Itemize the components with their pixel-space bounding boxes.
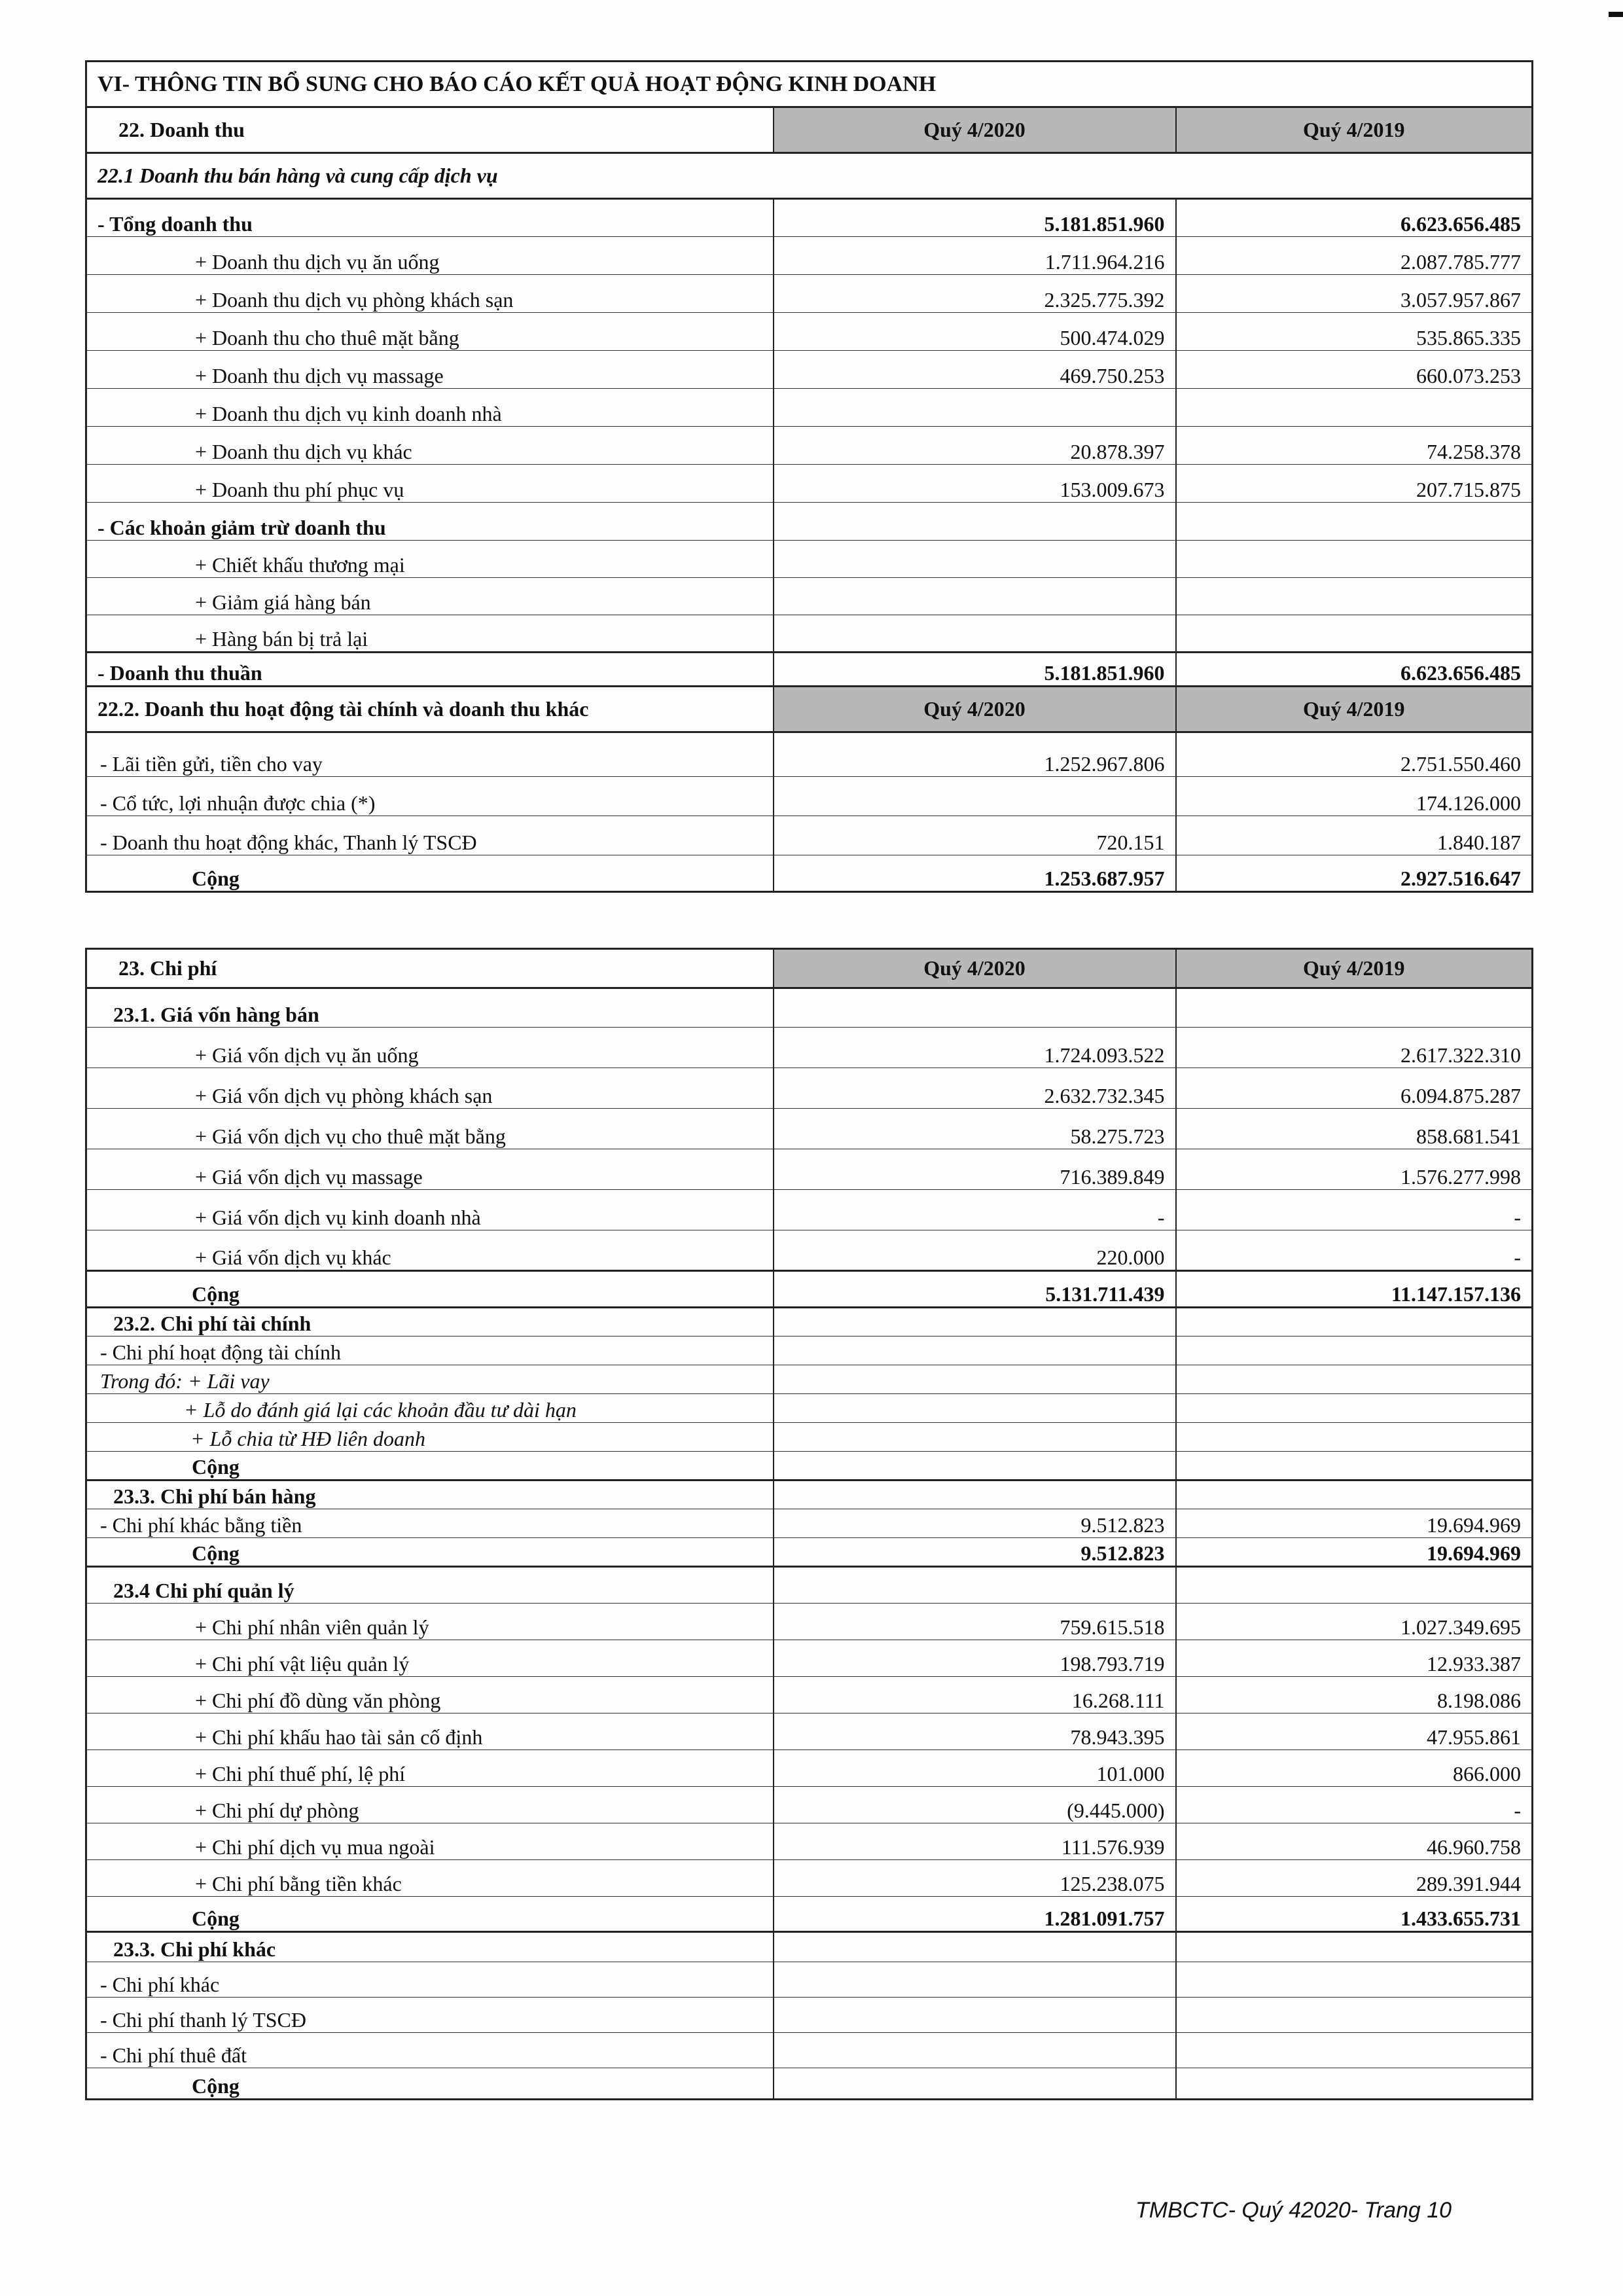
value-q2020: 5.181.851.960 — [774, 199, 1176, 237]
value-q2020 — [774, 578, 1176, 615]
row-label: + Doanh thu dịch vụ phòng khách sạn — [86, 275, 774, 313]
row-label: Cộng — [86, 2068, 774, 2100]
value-q2020: 58.275.723 — [774, 1109, 1176, 1149]
value-q2020 — [774, 1998, 1176, 2033]
admin-total-row — [86, 1897, 1533, 1932]
value-q2020 — [774, 389, 1176, 427]
row-label: + Chi phí khấu hao tài sản cố định — [86, 1713, 774, 1750]
value-q2020: 5.181.851.960 — [774, 653, 1176, 687]
row-label: + Giá vốn dịch vụ massage — [86, 1149, 774, 1190]
row-label: Cộng — [86, 1271, 774, 1308]
table-row — [86, 1962, 1533, 1998]
table-row — [86, 1787, 1533, 1823]
value-q2019: 2.087.785.777 — [1176, 237, 1533, 275]
value-q2019 — [1176, 389, 1533, 427]
value-q2019 — [1176, 1962, 1533, 1998]
value-q2020: 9.512.823 — [774, 1538, 1176, 1567]
row-label: + Chi phí dự phòng — [86, 1787, 774, 1823]
row-label: - Chi phí hoạt động tài chính — [86, 1336, 774, 1365]
value-q2019: - — [1176, 1190, 1533, 1230]
col-q2020-header: Quý 4/2020 — [774, 949, 1176, 988]
value-q2020: 500.474.029 — [774, 313, 1176, 351]
value-q2020: 720.151 — [774, 816, 1176, 855]
value-q2019: 858.681.541 — [1176, 1109, 1533, 1149]
table-row — [86, 1860, 1533, 1897]
row-label: + Doanh thu dịch vụ khác — [86, 427, 774, 465]
row-label: + Lỗ do đánh giá lại các khoản đầu tư dài hạn — [86, 1394, 774, 1423]
table-row — [86, 1640, 1533, 1677]
fin-expense-total-row — [86, 1452, 1533, 1480]
sell-title-row — [86, 1480, 1533, 1509]
value-q2019: 19.694.969 — [1176, 1509, 1533, 1538]
section-subtitle: 23.1. Giá vốn hàng bán — [86, 988, 774, 1028]
value-q2020 — [774, 615, 1176, 653]
value-q2019 — [1176, 1423, 1533, 1452]
value-q2019: 11.147.157.136 — [1176, 1271, 1533, 1308]
value-q2019 — [1176, 1308, 1533, 1336]
cogs-title-row — [86, 988, 1533, 1028]
row-label: - Lãi tiền gửi, tiền cho vay — [86, 732, 774, 777]
table-row — [86, 465, 1533, 503]
value-q2019: 6.094.875.287 — [1176, 1068, 1533, 1109]
row-label: + Doanh thu dịch vụ ăn uống — [86, 237, 774, 275]
table-row — [86, 1998, 1533, 2033]
table-row — [86, 1423, 1533, 1452]
row-label: + Giá vốn dịch vụ cho thuê mặt bằng — [86, 1109, 774, 1149]
row-label: + Giá vốn dịch vụ ăn uống — [86, 1028, 774, 1068]
admin-title-row — [86, 1567, 1533, 1604]
row-label: Cộng — [86, 855, 774, 892]
row-label: + Chi phí nhân viên quản lý — [86, 1604, 774, 1640]
table-row — [86, 1028, 1533, 1068]
value-q2019: 2.617.322.310 — [1176, 1028, 1533, 1068]
value-q2019: 8.198.086 — [1176, 1677, 1533, 1713]
revenue-heading: 22. Doanh thu — [86, 107, 774, 153]
row-label: + Chi phí vật liệu quản lý — [86, 1640, 774, 1677]
table-row — [86, 1509, 1533, 1538]
value-q2020: 153.009.673 — [774, 465, 1176, 503]
table-row — [86, 1109, 1533, 1149]
value-q2019 — [1176, 578, 1533, 615]
value-q2019 — [1176, 615, 1533, 653]
fin-expense-title-row — [86, 1308, 1533, 1336]
value-q2019 — [1176, 1365, 1533, 1394]
table-row — [86, 1394, 1533, 1423]
row-label: Cộng — [86, 1897, 774, 1932]
section-subtitle: 23.3. Chi phí bán hàng — [86, 1480, 774, 1509]
row-label: - Doanh thu thuần — [86, 653, 774, 687]
value-q2020: 20.878.397 — [774, 427, 1176, 465]
row-label: - Chi phí khác — [86, 1962, 774, 1998]
row-label: + Giảm giá hàng bán — [86, 578, 774, 615]
row-label: - Các khoản giảm trừ doanh thu — [86, 503, 774, 541]
value-q2020 — [774, 1336, 1176, 1365]
value-q2020 — [774, 541, 1176, 578]
value-q2020: 5.131.711.439 — [774, 1271, 1176, 1308]
table-row — [86, 732, 1533, 777]
value-q2020: 101.000 — [774, 1750, 1176, 1787]
value-q2020 — [774, 988, 1176, 1028]
row-label: + Chi phí dịch vụ mua ngoài — [86, 1823, 774, 1860]
value-q2020: 111.576.939 — [774, 1823, 1176, 1860]
value-q2020: 1.252.967.806 — [774, 732, 1176, 777]
value-q2019: - — [1176, 1787, 1533, 1823]
row-label: - Chi phí thanh lý TSCĐ — [86, 1998, 774, 2033]
value-q2019 — [1176, 1452, 1533, 1480]
value-q2019 — [1176, 1394, 1533, 1423]
scan-mark — [1609, 12, 1623, 17]
value-q2019: - — [1176, 1230, 1533, 1271]
value-q2020 — [774, 1452, 1176, 1480]
row-label: + Chi phí đồ dùng văn phòng — [86, 1677, 774, 1713]
row-label: + Chi phí bằng tiền khác — [86, 1860, 774, 1897]
value-q2020: 125.238.075 — [774, 1860, 1176, 1897]
value-q2019 — [1176, 2068, 1533, 2100]
col-q2020-header: Quý 4/2020 — [774, 107, 1176, 153]
table-row — [86, 1365, 1533, 1394]
value-q2020: 2.325.775.392 — [774, 275, 1176, 313]
section-subtitle: 23.2. Chi phí tài chính — [86, 1308, 774, 1336]
page-footer: TMBCTC- Quý 42020- Trang 10 — [1135, 2198, 1452, 2223]
value-q2019: 2.751.550.460 — [1176, 732, 1533, 777]
sell-total-row — [86, 1538, 1533, 1567]
value-q2020: 1.253.687.957 — [774, 855, 1176, 892]
table-row — [86, 1230, 1533, 1271]
cogs-total-row — [86, 1271, 1533, 1308]
value-q2020: 1.281.091.757 — [774, 1897, 1176, 1932]
value-q2019 — [1176, 1336, 1533, 1365]
value-q2020 — [774, 1932, 1176, 1962]
value-q2020: - — [774, 1190, 1176, 1230]
row-label: Cộng — [86, 1538, 774, 1567]
revenue-sub2-title: 22.2. Doanh thu hoạt động tài chính và doanh thu khác — [86, 687, 774, 732]
table-row — [86, 237, 1533, 275]
row-label: + Doanh thu dịch vụ kinh doanh nhà — [86, 389, 774, 427]
value-q2019: 1.433.655.731 — [1176, 1897, 1533, 1932]
value-q2019: 660.073.253 — [1176, 351, 1533, 389]
value-q2019: 207.715.875 — [1176, 465, 1533, 503]
value-q2019 — [1176, 1567, 1533, 1604]
row-label: + Doanh thu dịch vụ massage — [86, 351, 774, 389]
table-row — [86, 2033, 1533, 2068]
value-q2020: 9.512.823 — [774, 1509, 1176, 1538]
row-label: + Giá vốn dịch vụ kinh doanh nhà — [86, 1190, 774, 1230]
table-row — [86, 275, 1533, 313]
other-title-row — [86, 1932, 1533, 1962]
row-label: + Chiết khấu thương mại — [86, 541, 774, 578]
row-label: + Lỗ chia từ HĐ liên doanh — [86, 1423, 774, 1452]
row-label: - Doanh thu hoạt động khác, Thanh lý TSCĐ — [86, 816, 774, 855]
value-q2020: 78.943.395 — [774, 1713, 1176, 1750]
value-q2020 — [774, 503, 1176, 541]
table-row — [86, 541, 1533, 578]
deductions-row — [86, 503, 1533, 541]
table-row — [86, 427, 1533, 465]
value-q2020: 469.750.253 — [774, 351, 1176, 389]
row-label: - Chi phí khác bằng tiền — [86, 1509, 774, 1538]
table-row — [86, 1750, 1533, 1787]
value-q2020: 16.268.111 — [774, 1677, 1176, 1713]
value-q2019: 12.933.387 — [1176, 1640, 1533, 1677]
table-row — [86, 1149, 1533, 1190]
revenue-table — [85, 60, 1533, 893]
value-q2019 — [1176, 541, 1533, 578]
value-q2020: 716.389.849 — [774, 1149, 1176, 1190]
value-q2019: 866.000 — [1176, 1750, 1533, 1787]
row-label: + Giá vốn dịch vụ khác — [86, 1230, 774, 1271]
row-label: - Chi phí thuê đất — [86, 2033, 774, 2068]
value-q2020 — [774, 1480, 1176, 1509]
table-row — [86, 1190, 1533, 1230]
col-q2019-header: Quý 4/2019 — [1176, 687, 1533, 732]
value-q2019: 6.623.656.485 — [1176, 653, 1533, 687]
value-q2019 — [1176, 1932, 1533, 1962]
value-q2020: 2.632.732.345 — [774, 1068, 1176, 1109]
value-q2019: 3.057.957.867 — [1176, 275, 1533, 313]
value-q2019: 47.955.861 — [1176, 1713, 1533, 1750]
fin-revenue-total-row — [86, 855, 1533, 892]
value-q2020 — [774, 2068, 1176, 2100]
section-title: VI- THÔNG TIN BỔ SUNG CHO BÁO CÁO KẾT QUẢ HOẠT ĐỘNG KINH DOANH — [86, 62, 1533, 107]
table-row — [86, 1677, 1533, 1713]
value-q2020 — [774, 1567, 1176, 1604]
value-q2019: 1.840.187 — [1176, 816, 1533, 855]
value-q2020: 759.615.518 — [774, 1604, 1176, 1640]
value-q2020 — [774, 2033, 1176, 2068]
value-q2020: 1.724.093.522 — [774, 1028, 1176, 1068]
table-row — [86, 389, 1533, 427]
table-row — [86, 313, 1533, 351]
value-q2019: 535.865.335 — [1176, 313, 1533, 351]
row-label: - Tổng doanh thu — [86, 199, 774, 237]
value-q2019: 174.126.000 — [1176, 777, 1533, 816]
table-row — [86, 1713, 1533, 1750]
value-q2019: 289.391.944 — [1176, 1860, 1533, 1897]
value-q2020 — [774, 1365, 1176, 1394]
value-q2019: 1.027.349.695 — [1176, 1604, 1533, 1640]
value-q2019 — [1176, 2033, 1533, 2068]
table-row — [86, 1068, 1533, 1109]
table-row — [86, 615, 1533, 653]
value-q2020 — [774, 777, 1176, 816]
row-label: + Hàng bán bị trả lại — [86, 615, 774, 653]
col-q2019-header: Quý 4/2019 — [1176, 107, 1533, 153]
table-row — [86, 777, 1533, 816]
section-subtitle: 23.4 Chi phí quản lý — [86, 1567, 774, 1604]
value-q2019 — [1176, 503, 1533, 541]
col-q2019-header: Quý 4/2019 — [1176, 949, 1533, 988]
row-label: + Doanh thu cho thuê mặt bằng — [86, 313, 774, 351]
value-q2019 — [1176, 1998, 1533, 2033]
expense-heading: 23. Chi phí — [86, 949, 774, 988]
table-row — [86, 1604, 1533, 1640]
row-label: - Cổ tức, lợi nhuận được chia (*) — [86, 777, 774, 816]
col-q2020-header: Quý 4/2020 — [774, 687, 1176, 732]
total-revenue-row — [86, 199, 1533, 237]
value-q2020: (9.445.000) — [774, 1787, 1176, 1823]
table-row — [86, 351, 1533, 389]
value-q2019: 19.694.969 — [1176, 1538, 1533, 1567]
row-label: Cộng — [86, 1452, 774, 1480]
table-row — [86, 1336, 1533, 1365]
value-q2019: 46.960.758 — [1176, 1823, 1533, 1860]
value-q2019 — [1176, 988, 1533, 1028]
value-q2020: 198.793.719 — [774, 1640, 1176, 1677]
value-q2019: 1.576.277.998 — [1176, 1149, 1533, 1190]
value-q2019: 74.258.378 — [1176, 427, 1533, 465]
table-row — [86, 578, 1533, 615]
revenue-sub1-title: 22.1 Doanh thu bán hàng và cung cấp dịch vụ — [86, 153, 1533, 199]
table-row — [86, 1823, 1533, 1860]
row-label: + Doanh thu phí phục vụ — [86, 465, 774, 503]
net-revenue-row — [86, 653, 1533, 687]
value-q2020 — [774, 1962, 1176, 1998]
expense-table — [85, 948, 1533, 2100]
value-q2019 — [1176, 1480, 1533, 1509]
value-q2019: 2.927.516.647 — [1176, 855, 1533, 892]
value-q2020: 220.000 — [774, 1230, 1176, 1271]
row-label: Trong đó: + Lãi vay — [86, 1365, 774, 1394]
row-label: + Giá vốn dịch vụ phòng khách sạn — [86, 1068, 774, 1109]
other-total-row — [86, 2068, 1533, 2100]
value-q2020 — [774, 1308, 1176, 1336]
table-row — [86, 816, 1533, 855]
value-q2019: 6.623.656.485 — [1176, 199, 1533, 237]
section-subtitle: 23.3. Chi phí khác — [86, 1932, 774, 1962]
row-label: + Chi phí thuế phí, lệ phí — [86, 1750, 774, 1787]
value-q2020 — [774, 1423, 1176, 1452]
value-q2020 — [774, 1394, 1176, 1423]
value-q2020: 1.711.964.216 — [774, 237, 1176, 275]
